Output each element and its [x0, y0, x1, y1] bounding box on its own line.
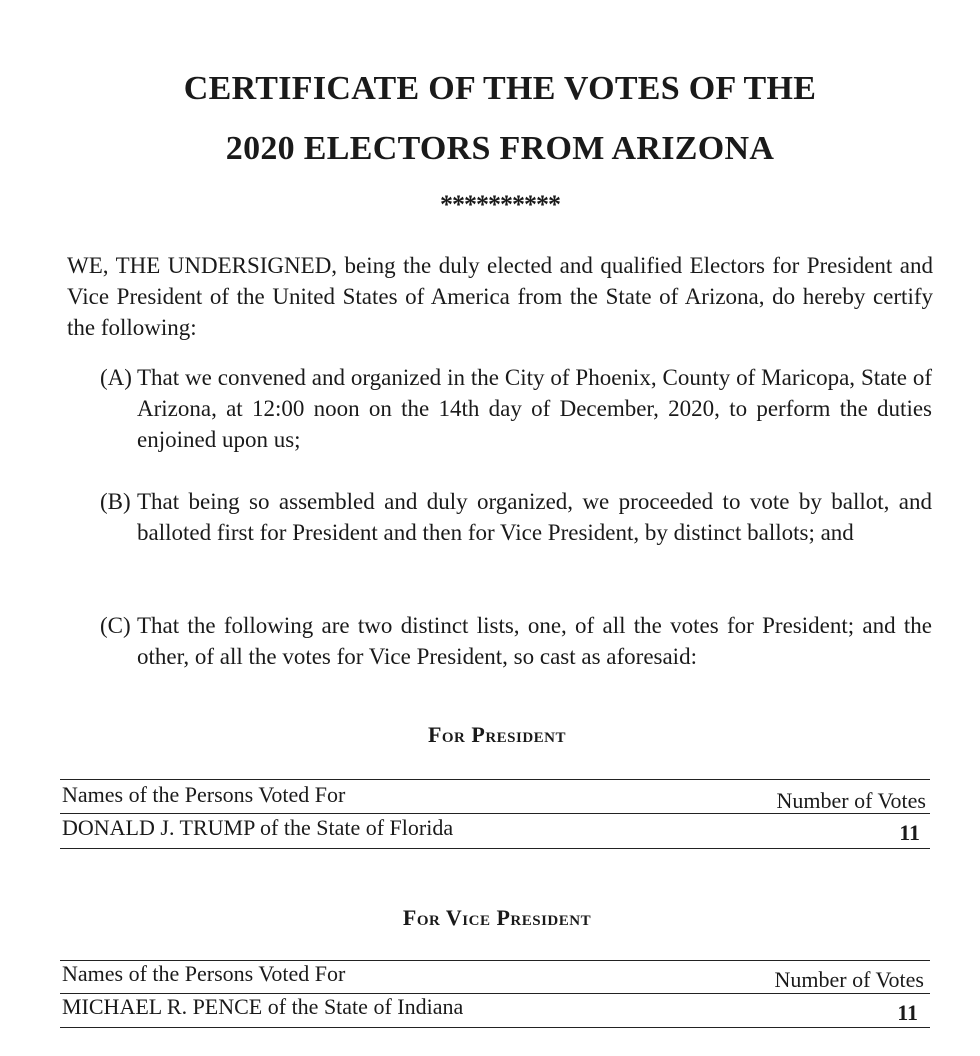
separator-stars: ********** — [440, 190, 560, 219]
president-row-name: DONALD J. TRUMP of the State of Florida — [62, 815, 454, 840]
vice-president-col-names-header: Names of the Persons Voted For — [62, 961, 346, 986]
president-row-votes: 11 — [899, 820, 920, 845]
clause-c — [100, 610, 932, 672]
table-rule-top — [60, 779, 930, 780]
vice-president-row-name: MICHAEL R. PENCE of the State of Indiana — [62, 994, 464, 1019]
title-line-2: 2020 ELECTORS FROM ARIZONA — [225, 130, 775, 167]
clause-text: That the following are two distinct lists, one, of all the votes for President; and the other, of all the votes for Vice President, so cast as aforesaid: — [137, 613, 932, 669]
vice-president-heading: For Vice President — [402, 905, 592, 930]
clause-text: That being so assembled and duly organized, we proceeded to vote by ballot, and balloted first for President and then for Vice President, by distinct ballots; and — [137, 489, 932, 545]
clause-marker: (B) — [100, 489, 131, 514]
intro-paragraph: WE, THE UNDERSIGNED, being the duly elected and qualified Electors for President and Vice President of the United States of America from the State of Arizona, do hereby certify the following: — [67, 253, 933, 340]
president-col-names-header: Names of the Persons Voted For — [62, 782, 346, 807]
clause-marker: (A) — [100, 365, 132, 390]
table-rule-middle — [60, 813, 930, 814]
president-col-votes-header: Number of Votes — [776, 788, 926, 813]
vice-president-col-votes-header: Number of Votes — [774, 967, 924, 992]
clause-marker: (C) — [100, 613, 131, 638]
table-rule-bottom — [60, 848, 930, 849]
table-rule-bottom — [60, 1027, 930, 1028]
title-line-1: CERTIFICATE OF THE VOTES OF THE — [183, 70, 817, 107]
president-heading: For President — [427, 722, 567, 747]
clause-a — [100, 362, 932, 455]
vice-president-row-votes: 11 — [897, 1000, 918, 1025]
clause-b — [100, 486, 932, 548]
clause-text: That we convened and organized in the City of Phoenix, County of Maricopa, State of Arizona, at 12:00 noon on the 14th day of December, 2020, to perform the duties enjoined upon us; — [137, 365, 932, 452]
